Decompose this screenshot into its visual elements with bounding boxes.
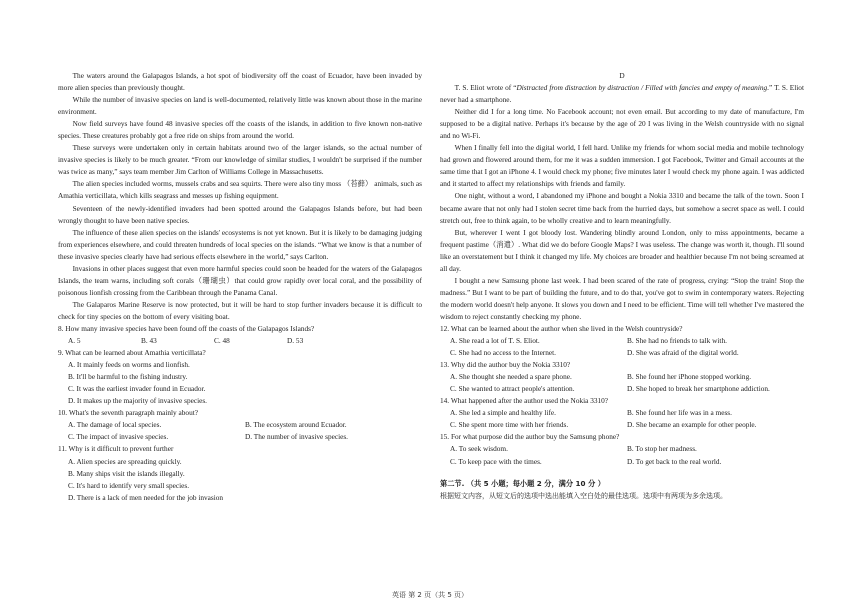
answer-option[interactable]: B. The ecosystem around Ecuador.: [245, 420, 347, 430]
question-stem: 14. What happened after the author used the Nokia 3310?: [440, 396, 609, 406]
passage-c: [58, 70, 422, 323]
paragraph: While the number of invasive species on land is well-documented, relatively little was known about those in the marine environment.: [58, 95, 422, 117]
section-title: 第二节. （共 5 小题；每小题 2 分，满分 10 分 ）: [440, 478, 605, 488]
answer-option[interactable]: B. She found her iPhone stopped working.: [627, 372, 752, 382]
eliot-quote: Distracted from distraction by distraction / Filled with fancies and empty of meaning: [516, 83, 768, 93]
option-row: [440, 456, 804, 468]
answer-option[interactable]: D. She was afraid of the digital world.: [627, 348, 739, 358]
answer-option[interactable]: C. It was the earliest invader found in Ecuador.: [68, 384, 206, 394]
question-stem: 10. What's the seventh paragraph mainly about?: [58, 408, 198, 418]
answer-option[interactable]: D. To get back to the real world.: [627, 456, 722, 466]
answer-option[interactable]: D. 53: [287, 336, 304, 346]
option-row: [440, 419, 804, 431]
answer-option[interactable]: A. Alien species are spreading quickly.: [68, 456, 182, 466]
answer-option[interactable]: A. It mainly feeds on worms and lionfish.: [68, 360, 190, 370]
paragraph: I bought a new Samsung phone last week. I had been scared of the rate of progress, crying: “Stop the train! Stop the madness.” But I want to be part of building the future, and to do that, you've got to swim in contemporary waters. Rejecting the modern world doesn't help anyone. It slows you down and I need to be efficient. Time will tell whether I've mastered the wisdom to reject constantly checking my phone.: [440, 275, 804, 321]
questions-8-11: [58, 323, 422, 504]
answer-option[interactable]: C. She wanted to attract people's attention.: [450, 384, 575, 394]
answer-option[interactable]: A. To seek wisdom.: [450, 444, 508, 454]
answer-option[interactable]: C. The impact of invasive species.: [68, 432, 169, 442]
answer-option[interactable]: D. The number of invasive species.: [245, 432, 349, 442]
paragraph: The Galaparos Marine Reserve is now protected, but it will be hard to stop further invaders because it is difficult to check for tiny species on the bottom of every visiting boat.: [58, 299, 422, 321]
option-row: [440, 383, 804, 395]
option-row: [440, 347, 804, 359]
question-stem: 12. What can be learned about the author when she lived in the Welsh countryside?: [440, 323, 683, 333]
option-row: [440, 407, 804, 419]
paragraph: The waters around the Galapagos Islands, a hot spot of biodiversity off the coast of Ecuador, have been invaded by more alien species than previously thought.: [58, 71, 422, 93]
answer-option[interactable]: D. She hoped to break her smartphone addiction.: [627, 384, 770, 394]
question-stem: 9. What can be learned about Amathia verticillata?: [58, 348, 206, 358]
answer-option[interactable]: B. 43: [141, 336, 157, 346]
answer-option[interactable]: D. There is a lack of men needed for the job invasion: [68, 492, 224, 502]
answer-option[interactable]: C. It's hard to identify very small species.: [68, 480, 190, 490]
answer-option[interactable]: C. 48: [214, 336, 230, 346]
question-stem: 13. Why did the author buy the Nokia 3310?: [440, 360, 571, 370]
option-row: [440, 335, 804, 347]
option-row: [58, 419, 422, 431]
answer-option[interactable]: A. She read a lot of T. S. Eliot.: [450, 336, 540, 346]
answer-option[interactable]: B. She found her life was in a mess.: [627, 408, 732, 418]
questions-12-15: [440, 323, 804, 468]
answer-option[interactable]: C. She had no access to the Internet.: [450, 348, 556, 358]
answer-option[interactable]: B. It'll be harmful to the fishing industry.: [68, 372, 188, 382]
left-column: [58, 70, 422, 504]
paragraph: Invasions in other places suggest that even more harmful species could soon be headed for the waters of the Galapagos Islands, the team warns, including soft corals（珊瑚虫）that could grow rapidly over local coral, and the possibility of poisonous lionfish crossing from the Caribbean through the Panama Canal.: [58, 263, 422, 297]
paragraph: When I finally fell into the digital world, I fell hard. Unlike my friends for whom social media and mobile technology had grown and flowered around them, for me it was a sudden immersion. I got Facebook, Twitter and Gmail accounts at the same time that I got an iPhone 4. I would check my phone; five minutes later I would check my phone again. I was addicted and it started to affect my relationships with friends and family.: [440, 143, 804, 189]
option-row: [440, 371, 804, 383]
paragraph: The influence of these alien species on the islands' ecosystems is not yet known. But it is likely to be damaging judging from experiences elsewhere, and could threaten hundreds of local species on the islands. “What we know is that a number of these invasive species clearly have had serious effects elsewhere in the world,” says Carlton.: [58, 227, 422, 261]
passage-d: [440, 106, 804, 323]
option-row: [58, 335, 422, 347]
passage-heading: D: [619, 71, 625, 80]
paragraph: Now field surveys have found 48 invasive species off the coasts of the islands, in addition to five known non-native species. These creatures probably got a free ride on ships from around the world.: [58, 119, 422, 141]
section-instruction: 根据短文内容，从短文后的选项中选出能填入空白处的最佳选项。选项中有两项为多余选项。: [440, 491, 727, 500]
answer-option[interactable]: A. The damage of local species.: [68, 420, 162, 430]
paragraph: Neither did I for a long time. No Facebook account; not even email. But according to my date of manufacture, I'm supposed to be a digital native. Perhaps it's because by the age of 20 I was living in the Welsh countryside with no signal and no Wi-Fi.: [440, 107, 804, 141]
paragraph: These surveys were undertaken only in certain habitats around two of the larger islands, so the actual number of invasive species is likely to be much greater. “From our knowledge of similar studies, I wouldn't be surprised if the number was twice as many,” says team member Jim Carlton of Williams College in Massachusetts.: [58, 143, 422, 177]
paragraph: The alien species included worms, mussels crabs and sea squirts. There were also tiny moss （苔藓） animals, such as Amathia verticillata, which kills seagrass and messes up fishing equipment.: [58, 179, 422, 201]
passage-intro: T. S. Eliot wrote of “Distracted from distraction by distraction / Filled with fancies and empty of meaning.” T. S. Eliot never had a smartphone.: [440, 83, 804, 105]
answer-option[interactable]: B. To stop her madness.: [627, 444, 697, 454]
answer-option[interactable]: A. She thought she needed a spare phone.: [450, 372, 572, 382]
answer-option[interactable]: A. She led a simple and healthy life.: [450, 408, 556, 418]
question-stem: 15. For what purpose did the author buy the Samsung phone?: [440, 432, 620, 442]
answer-option[interactable]: C. To keep pace with the times.: [450, 456, 542, 466]
page-footer: 英语 第 2 页（共 5 页）: [391, 591, 469, 599]
question-stem: 8. How many invasive species have been found off the coasts of the Galapagos Islands?: [58, 323, 315, 333]
answer-option[interactable]: C. She spent more time with her friends.: [450, 420, 569, 430]
answer-option[interactable]: A. 5: [68, 336, 81, 346]
answer-option[interactable]: B. She had no friends to talk with.: [627, 336, 727, 346]
paragraph: But, wherever I went I got bloody lost. Wandering blindly around London, only to miss appointments, became a frequent pastime（消遣）. What did we do before Google Maps? I was useless. The change was worth it, though. I'll sound like an overstatement but I think it changed my life. My choices are broader and healthier because I'm not being screamed at all day.: [440, 227, 804, 273]
answer-option[interactable]: B. Many ships visit the islands illegally.: [68, 468, 185, 478]
answer-option[interactable]: D. It makes up the majority of invasive species.: [68, 396, 208, 406]
answer-option[interactable]: D. She became an example for other people.: [627, 420, 757, 430]
paragraph: One night, without a word, I abandoned my iPhone and bought a Nokia 3310 and became the talk of the town. Soon I became aware that not only had I stolen secret time back from the hurried days, but somehow a secret space as well. I could stretch out, free to think again, to be wholly creative and to learn meaningfully.: [440, 191, 804, 225]
question-stem: 11. Why is it difficult to prevent further: [58, 444, 174, 454]
paragraph: Seventeen of the newly-identified invaders had been spotted around the Galapagos Islands before, but had been wrongly thought to have been native species.: [58, 203, 422, 225]
right-column: [440, 70, 804, 502]
option-row: [440, 443, 804, 455]
option-row: [58, 431, 422, 443]
